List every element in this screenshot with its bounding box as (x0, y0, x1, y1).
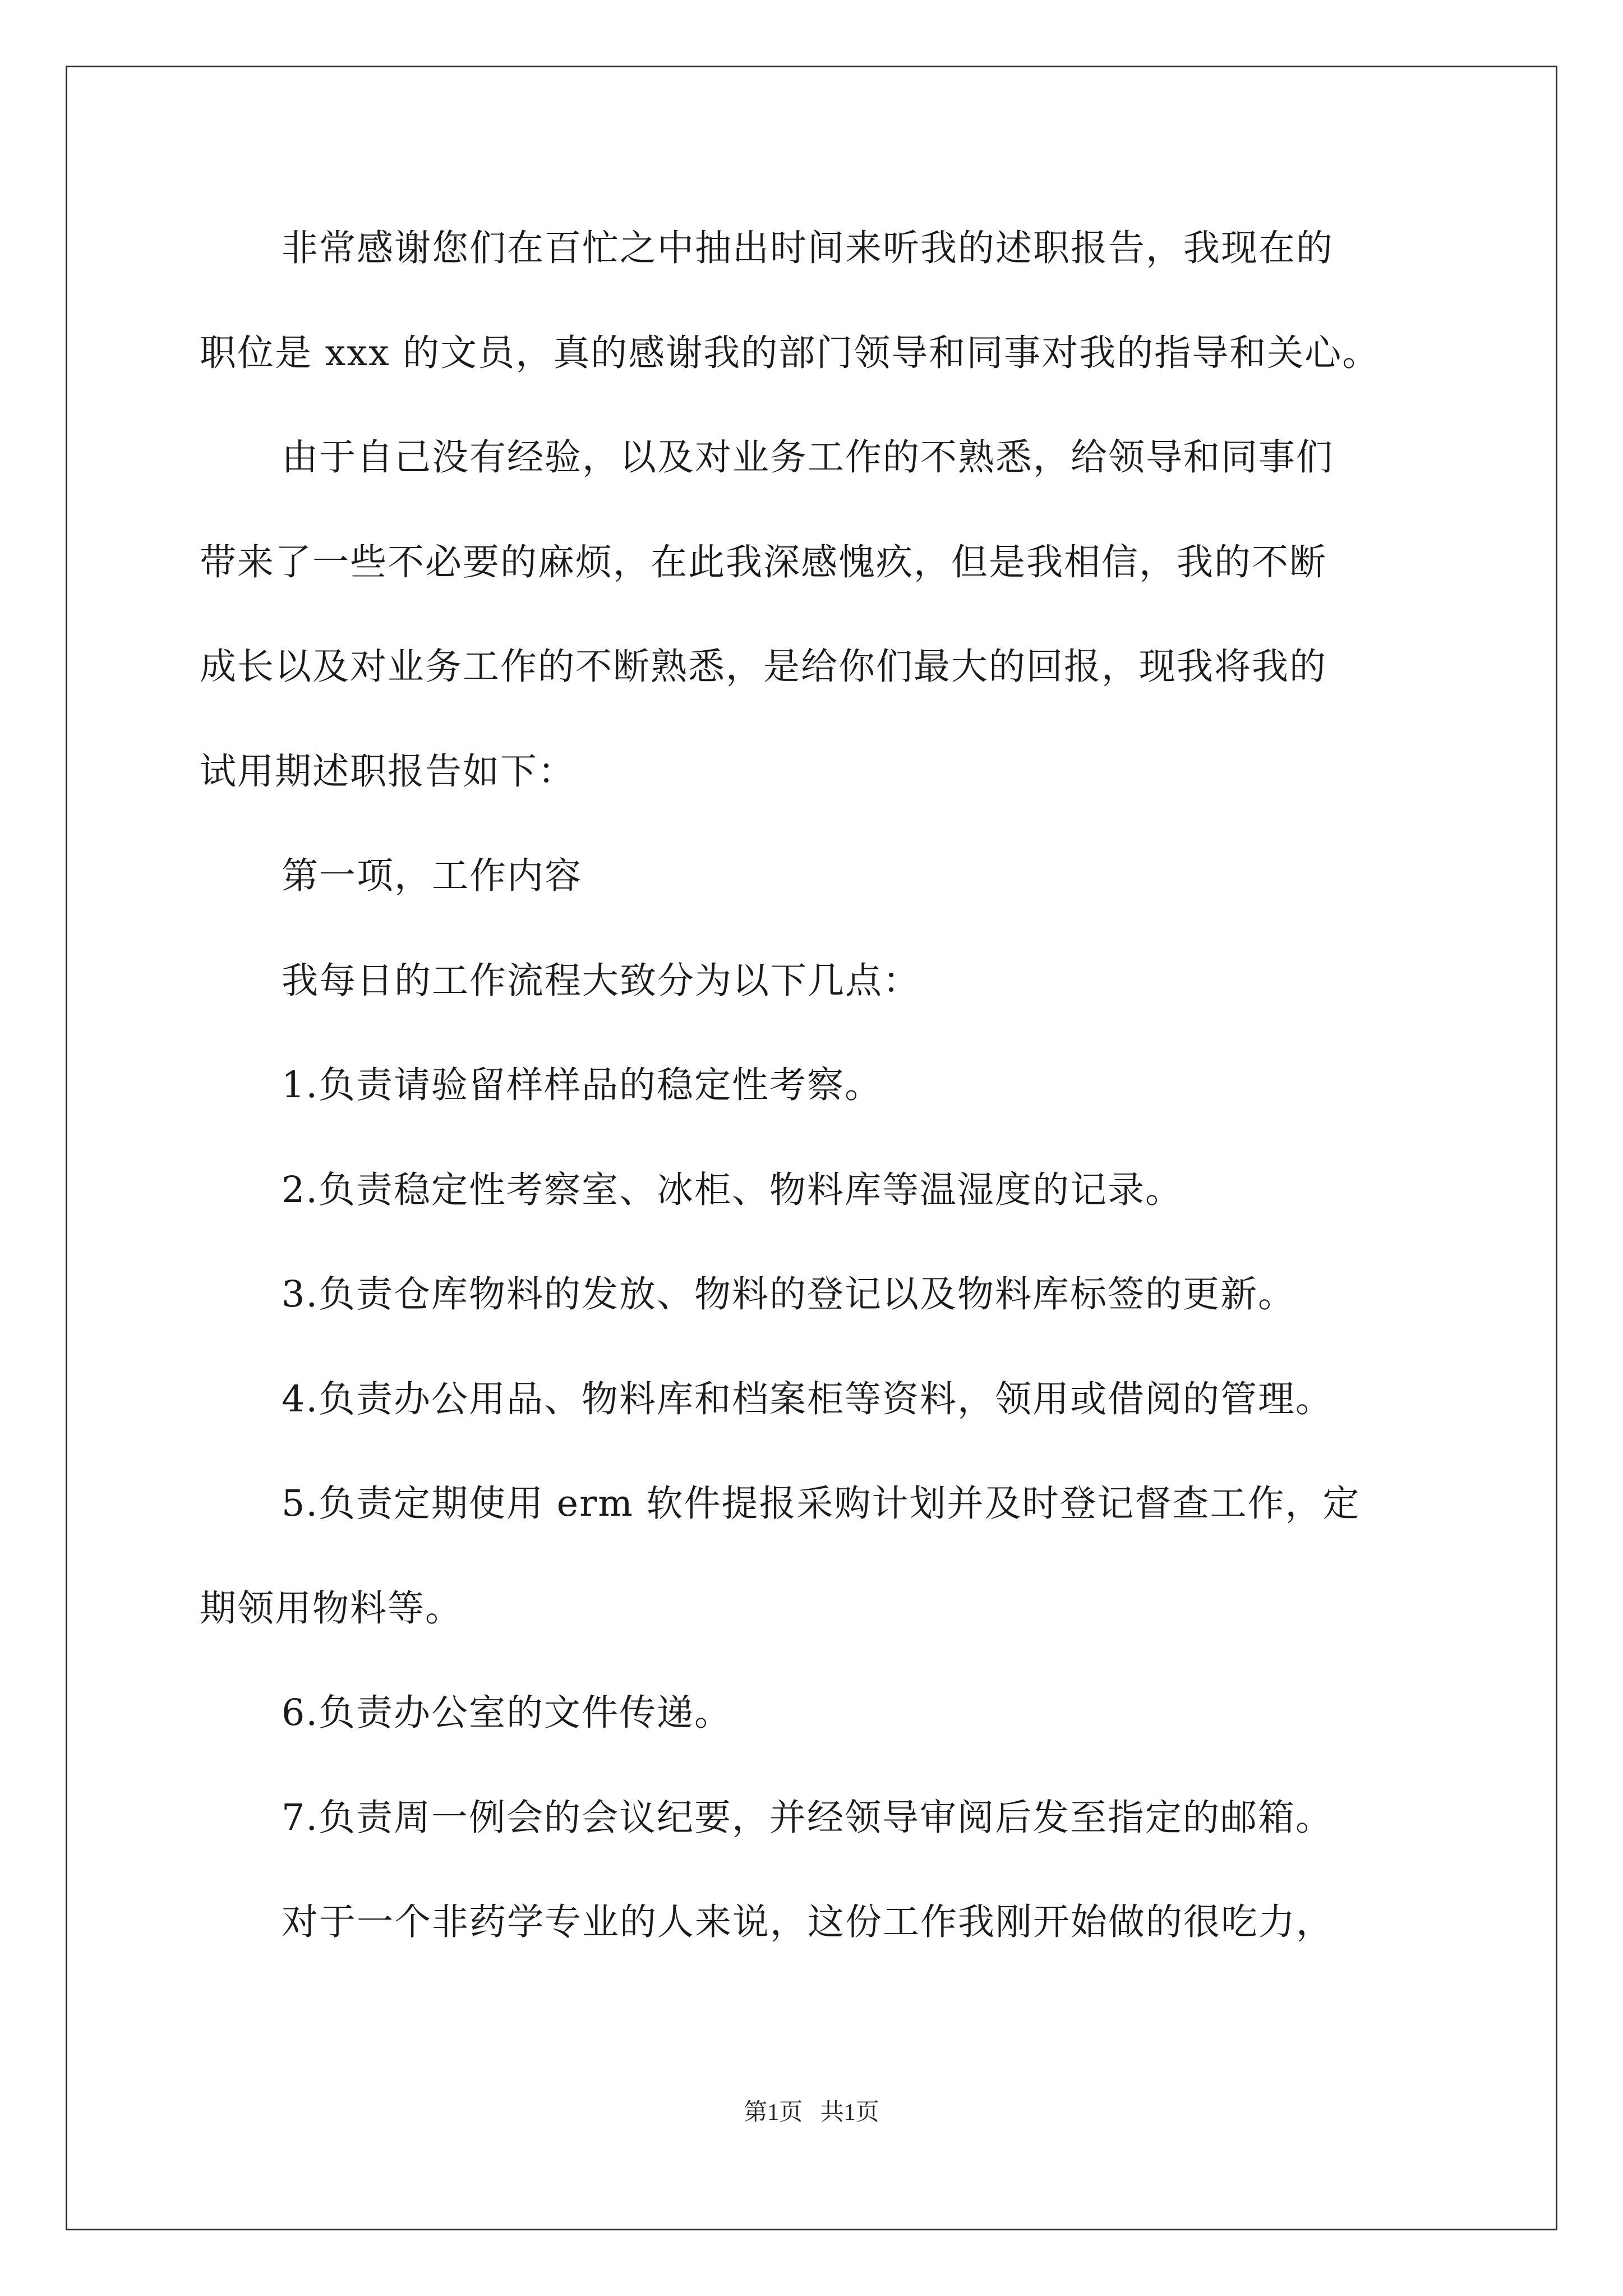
paragraph-line: 我每日的工作流程大致分为以下几点： (282, 959, 921, 1002)
list-item: 6.负责办公室的文件传递。 (282, 1692, 732, 1734)
paragraph-line: 职位是 xxx 的文员，真的感谢我的部门领导和同事对我的指导和关心。 (200, 332, 1380, 374)
list-item: 1.负责请验留样样品的稳定性考察。 (282, 1064, 883, 1106)
document-body (200, 213, 1433, 1992)
paragraph-line: 非常感谢您们在百忙之中抽出时间来听我的述职报告，我现在的 (282, 227, 1334, 269)
paragraph-line: 成长以及对业务工作的不断熟悉，是给你们最大的回报，现我将我的 (200, 646, 1327, 688)
paragraph-line: 由于自己没有经验，以及对业务工作的不熟悉，给领导和同事们 (282, 436, 1334, 478)
list-item: 7.负责周一例会的会议纪要，并经领导审阅后发至指定的邮箱。 (282, 1796, 1334, 1839)
paragraph-line: 试用期述职报告如下： (200, 750, 576, 793)
list-item-continuation: 期领用物料等。 (200, 1587, 463, 1630)
section-heading: 第一项，工作内容 (282, 855, 583, 897)
list-item: 4.负责办公用品、物料库和档案柜等资料，领用或借阅的管理。 (282, 1378, 1334, 1420)
paragraph-line: 对于一个非药学专业的人来说，这份工作我刚开始做的很吃力， (282, 1901, 1334, 1943)
list-item: 2.负责稳定性考察室、冰柜、物料库等温湿度的记录。 (282, 1168, 1183, 1211)
page-footer: 第1页 共1页 (744, 2100, 879, 2125)
list-item: 5.负责定期使用 erm 软件提报采购计划并及时登记督查工作，定 (282, 1483, 1361, 1525)
list-item: 3.负责仓库物料的发放、物料的登记以及物料库标签的更新。 (282, 1273, 1296, 1315)
paragraph-line: 带来了一些不必要的麻烦，在此我深感愧疚，但是我相信，我的不断 (200, 541, 1327, 583)
